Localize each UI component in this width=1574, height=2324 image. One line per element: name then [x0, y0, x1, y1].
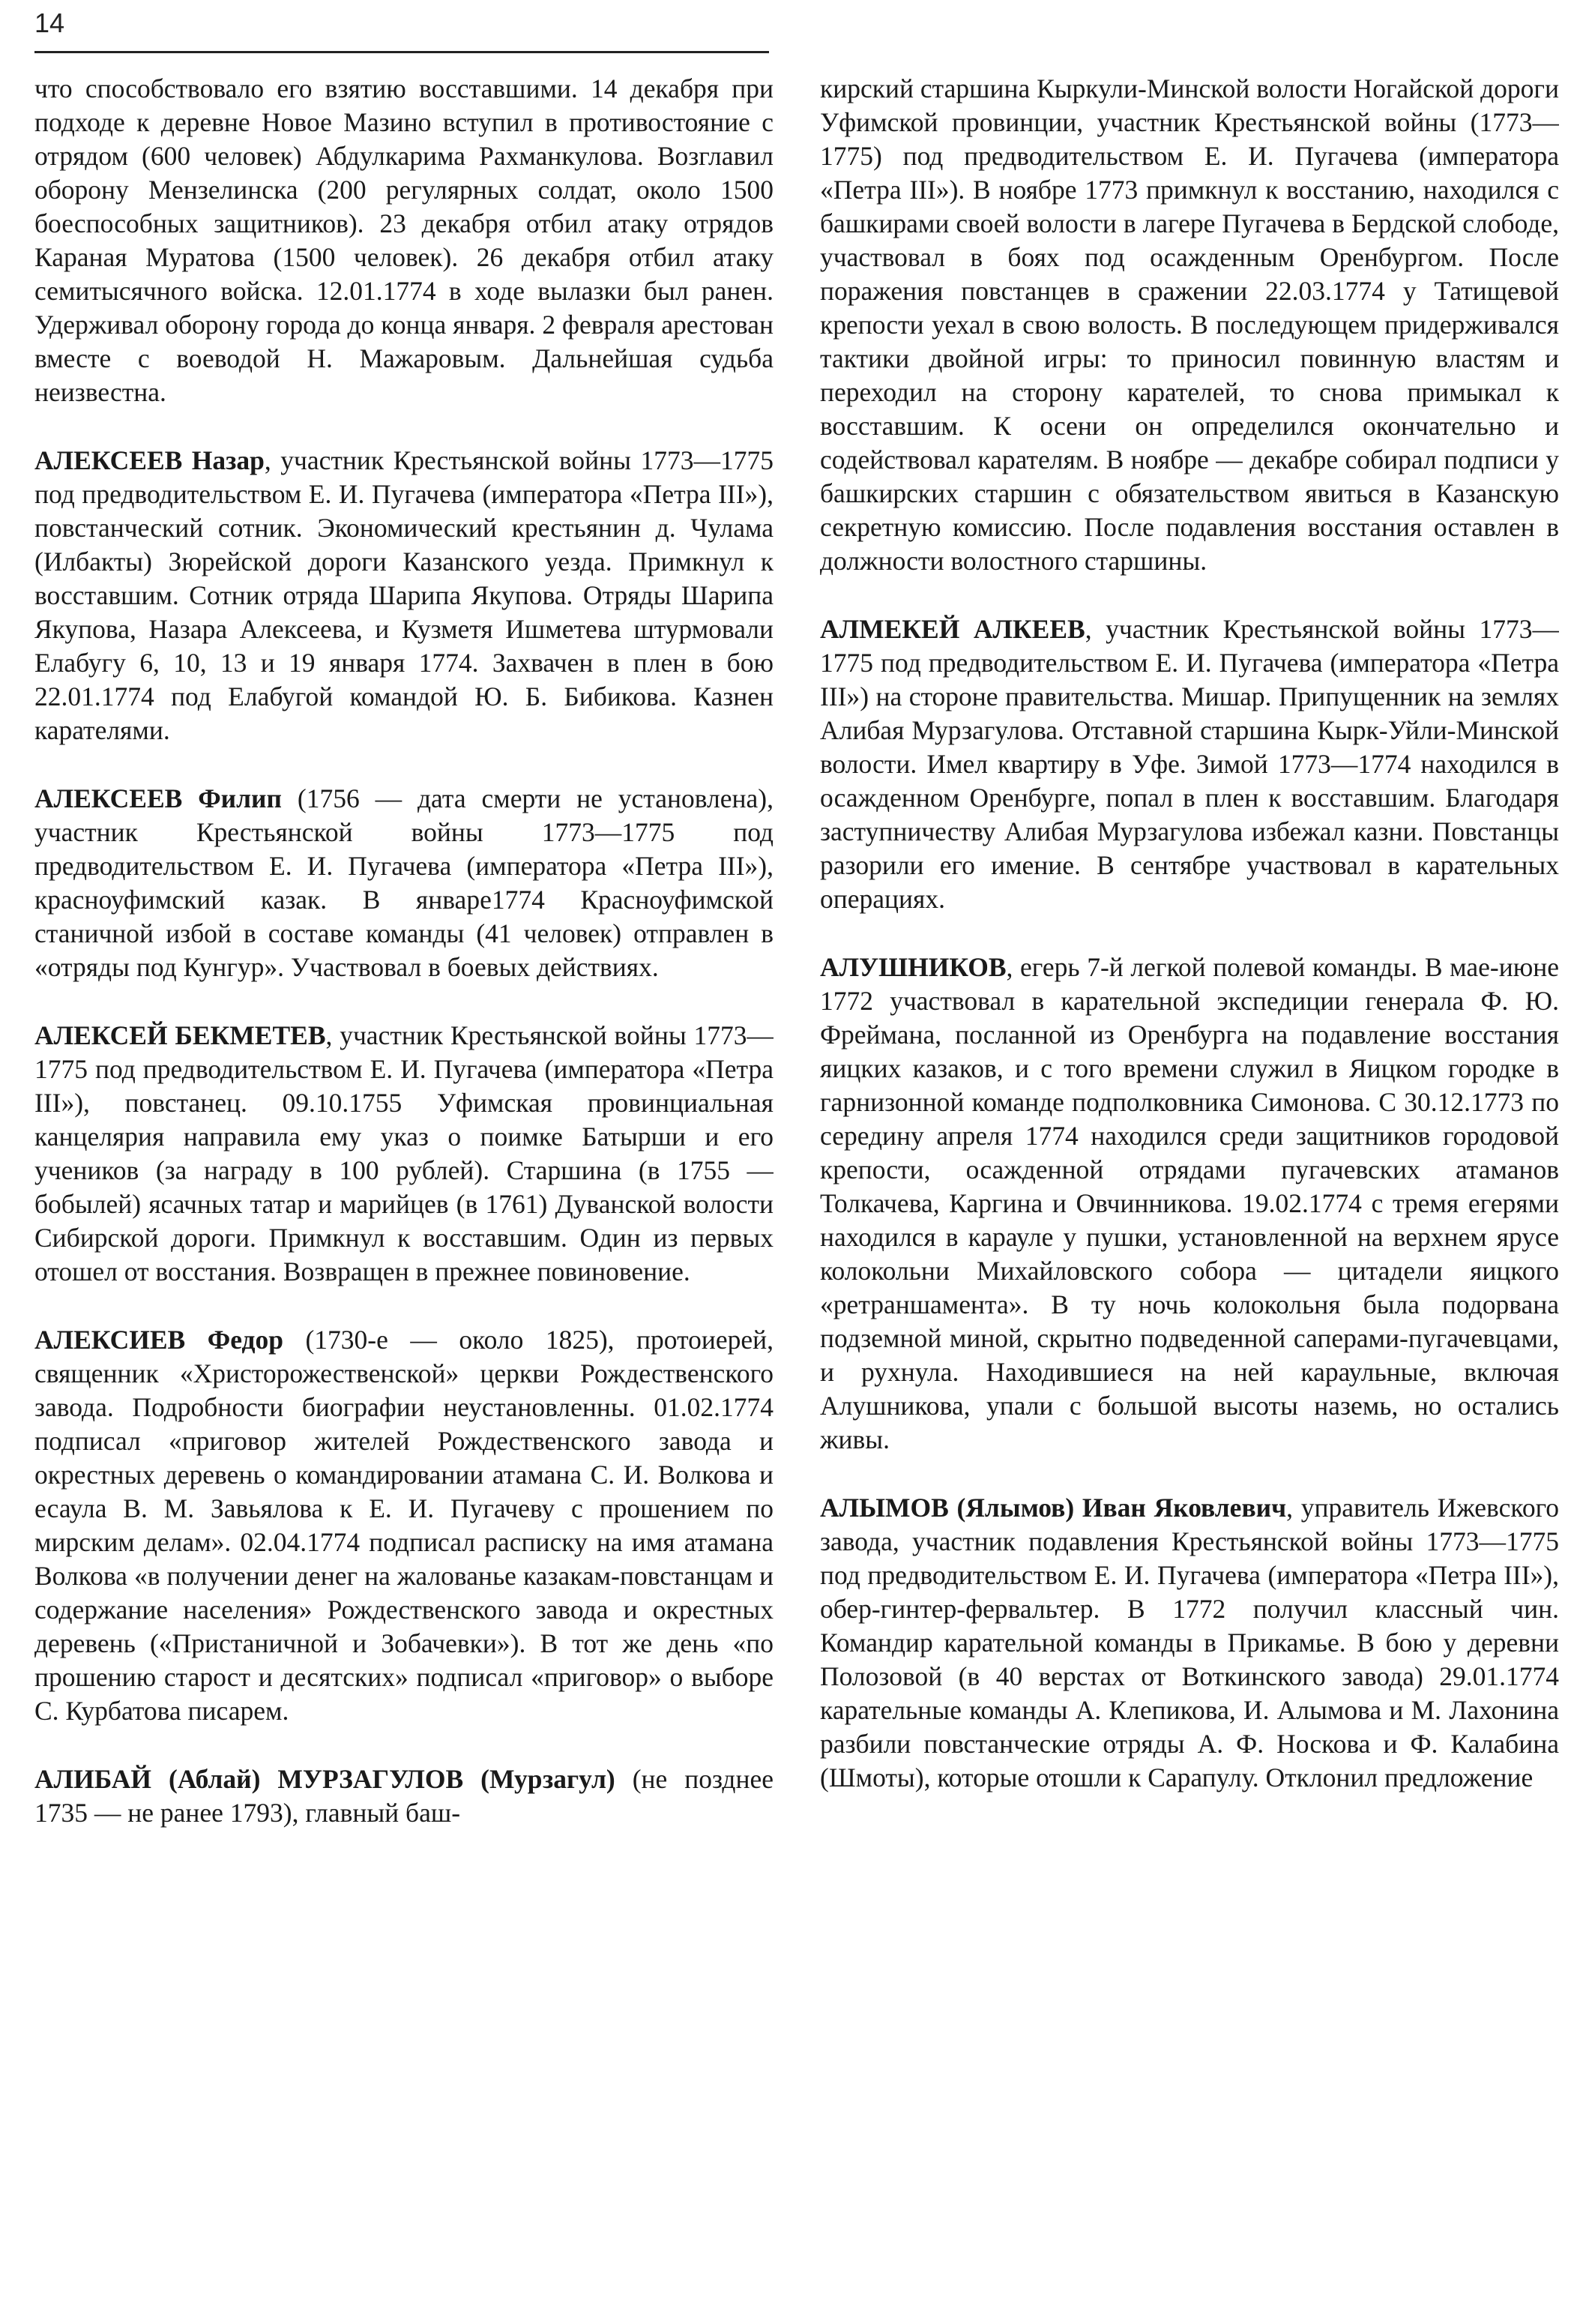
entry-text: , участник Крестьянской войны 1773—1775 под предводительством Е. И. Пугачева (императора «Петра III») на стороне правительства. Мишар. Припущенник на землях Алибая Мурзагулова. Отставной старшина Кырк-Уйли-Минской волости. Имел квартиру в Уфе. Зимой 1773—1774 находился в осажденном Оренбурге, попал в плен к восставшим. Благодаря заступничеству Алибая Мурзагулова избежал казни. Повстанцы разорили его имение. В сентябре участвовал в карательных операциях.: [820, 614, 1559, 914]
right-column: [820, 72, 1559, 2314]
article-entry: [820, 612, 1559, 916]
entry-text: кирский старшина Кыркули-Минской волости Ногайской дороги Уфимской провинции, участник Крестьянской войны (1773—1775) под предводительством Е. И. Пугачева (императора «Петра III»). В ноябре 1773 примкнул к восстанию, находился с башкирами своей волости в лагере Пугачева в Бердской слободе, участвовал в боях под осажденным Оренбургом. После поражения повстанцев в сражении 22.03.1774 у Татищевой крепости уехал в свою волость. В последующем придерживался тактики двойной игры: то приносил повинную властям и переходил на сторону карателей, то снова примыкал к восставшим. К осени он определился окончательно и содействовал карателям. В ноябре — декабре собирал подписи у башкирских старшин с обязательством явиться в Казанскую секретную комиссию. После подавления восстания оставлен в должности волостного старшины.: [820, 73, 1559, 576]
article-entry: [34, 444, 774, 747]
entry-text: (не позднее 1735 — не ранее 1793), главный баш-: [34, 1764, 774, 1828]
entry-headword: АЛЫМОВ (Ялымов) Иван Яковлевич: [820, 1493, 1287, 1523]
entry-text: (1730-е — около 1825), протоиерей, священник «Христорожественской» церкви Рождественского завода. Подробности биографии неустановленны. 01.02.1774 подписал «приговор жителей Рождественского завода и окрестных деревень о командировании атамана С. И. Волкова и есаула В. М. Завьялова к Е. И. Пугачеву с прошением по мирским делам». 02.04.1774 подписал расписку на имя атамана Волкова «в получении денег на жалованье казакам-повстанцам и содержание населения» Рождественского завода и окрестных деревень («Пристаничной и Зобачевки»). В тот же день «по прошению старост и десятских» подписал «приговор» о выборе С. Курбатова писарем.: [34, 1325, 774, 1726]
entry-headword: АЛЕКСЕЙ БЕКМЕТЕВ: [34, 1020, 326, 1050]
entry-headword: АЛЕКСЕЕВ Назар: [34, 445, 265, 475]
entry-text: что способствовало его взятию восставшими. 14 декабря при подходе к деревне Новое Мазино вступил в противостояние с отрядом (600 человек) Абдулкарима Рахманкулова. Возглавил оборону Мензелинска (200 регулярных солдат, около 1500 боеспособных защитников). 23 декабря отбил атаку отрядов Караная Муратова (1500 человек). 26 декабря отбил атаку семитысячного войска. 12.01.1774 в ходе вылазки был ранен. Удерживал оборону города до конца января. 2 февраля арестован вместе с воеводой Н. Мажаровым. Дальнейшая судьба неизвестна.: [34, 73, 774, 407]
article-entry: [820, 951, 1559, 1457]
entry-headword: АЛЕКСИЕВ Федор: [34, 1325, 283, 1355]
entry-text: , участник Крестьянской войны 1773—1775 под предводительством Е. И. Пугачева (императора «Петра III»), повстанческий сотник. Экономический крестьянин д. Чулама (Илбакты) Зюрейской дороги Казанского уезда. Примкнул к восставшим. Сотник отряда Шарипа Якупова. Отряды Шарипа Якупова, Назара Алексеева, и Кузметя Ишметева штурмовали Елабугу 6, 10, 13 и 19 января 1774. Захвачен в плен в бою 22.01.1774 под Елабугой командой Ю. Б. Бибикова. Казнен карателями.: [34, 445, 774, 745]
entry-headword: АЛМЕКЕЙ АЛКЕЕВ: [820, 614, 1085, 644]
entry-headword: АЛУШНИКОВ: [820, 952, 1007, 982]
left-column: [34, 72, 774, 2314]
article-entry: [34, 72, 774, 409]
entry-text: , участник Крестьянской войны 1773—1775 под предводительством Е. И. Пугачева (императора «Петра III»), повстанец. 09.10.1755 Уфимская провинциальная канцелярия направила ему указ о поимке Батырши и его учеников (за награду в 100 рублей). Старшина (в 1755 — бобылей) ясачных татар и марийцев (в 1761) Дуванской волости Сибирской дороги. Примкнул к восставшим. Один из первых отошел от восстания. Возвращен в прежнее повиновение.: [34, 1020, 774, 1286]
entry-headword: АЛИБАЙ (Аблай) МУРЗАГУЛОВ (Мурзагул): [34, 1764, 615, 1794]
article-entry: [34, 1323, 774, 1728]
entry-text: , егерь 7-й легкой полевой команды. В мае-июне 1772 участвовал в карательной экспедиции генерала Ф. Ю. Фреймана, посланной из Оренбурга на подавление восстания яицких казаков, и с того времени служил в Яицком городке в гарнизонной команде подполковника Симонова. С 30.12.1773 по середину апреля 1774 находился среди защитников городовой крепости, осажденной отрядами пугачевских атаманов Толкачева, Каргина и Овчинникова. 19.02.1774 с тремя егерями находился в карауле у пушки, установленной на верхнем ярусе колокольни Михайловского собора — цитадели яицкого «ретраншамента». В ту ночь колокольня была подорвана подземной миной, скрытно подведенной саперами-пугачевцами, и рухнула. Находившиеся на ней караульные, включая Алушникова, упали с большой высоты наземь, но остались живы.: [820, 952, 1559, 1454]
entry-text: , управитель Ижевского завода, участник подавления Крестьянской войны 1773—1775 под предводительством Е. И. Пугачева (императора «Петра III»), обер-гинтер-фервальтер. В 1772 получил классный чин. Командир карательной команды в Прикамье. В бою у деревни Полозовой (в 40 верстах от Воткинского завода) 29.01.1774 карательные команды А. Клепикова, И. Алымова и М. Лахонина разбили повстанческие отряды А. Ф. Носкова и Ф. Калабина (Шмоты), которые отошли к Сарапулу. Отклонил предложение: [820, 1493, 1559, 1792]
article-entry: [34, 1019, 774, 1289]
article-entry: [820, 1491, 1559, 1795]
article-entry: [34, 782, 774, 984]
entry-headword: АЛЕКСЕЕВ Филип: [34, 783, 282, 813]
article-entry: [34, 1762, 774, 1830]
article-entry: [820, 72, 1559, 578]
entry-text: (1756 — дата смерти не установлена), участник Крестьянской войны 1773—1775 под предводительством Е. И. Пугачева (императора «Петра III»), красноуфимский казак. В январе1774 Красноуфимской станичной избой в составе команды (41 человек) отправлен в «отряды под Кунгур». Участвовал в боевых действиях.: [34, 783, 774, 982]
page-number: 14: [34, 7, 65, 38]
header-rule: [34, 51, 769, 53]
